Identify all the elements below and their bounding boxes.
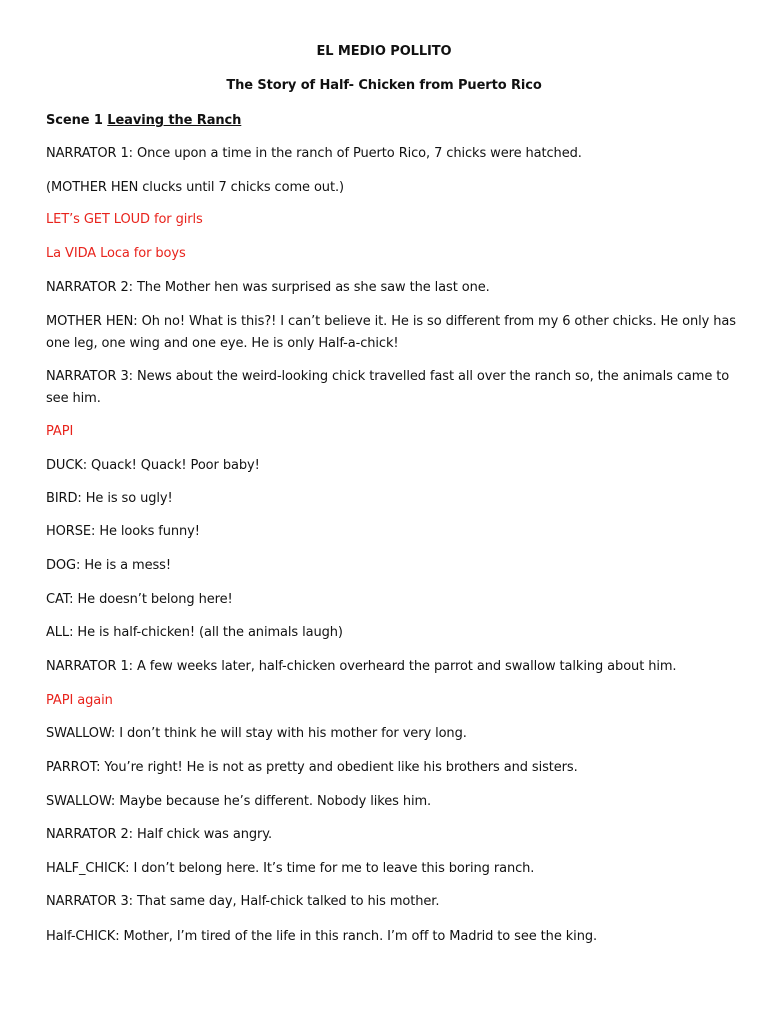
script-line-narrator-1b: NARRATOR 1: A few weeks later, half-chicken overheard the parrot and swallow talking about him. — [46, 659, 677, 674]
script-line-half-chick-2: Half-CHICK: Mother, I’m tired of the life in this ranch. I’m off to Madrid to see the king. — [46, 929, 598, 944]
script-line-bird: BIRD: He is so ugly! — [46, 491, 173, 506]
script-line-duck: DUCK: Quack! Quack! Poor baby! — [46, 458, 260, 473]
script-line-half-chick: HALF_CHICK: I don’t belong here. It’s time for me to leave this boring ranch. — [46, 861, 535, 876]
script-line-swallow-2: SWALLOW: Maybe because he’s different. Nobody likes him. — [46, 794, 432, 809]
scene-label: Scene 1 — [46, 113, 103, 128]
music-cue-boys: La VIDA Loca for boys — [46, 246, 186, 261]
script-line-horse: HORSE: He looks funny! — [46, 524, 200, 539]
stage-direction: (MOTHER HEN clucks until 7 chicks come out.) — [46, 180, 344, 195]
script-line-dog: DOG: He is a mess! — [46, 558, 171, 573]
script-line-narrator-3: NARRATOR 3: News about the weird-looking chick travelled fast all over the ranch so, the animals came to see him. — [46, 369, 730, 406]
script-line-parrot: PARROT: You’re right! He is not as pretty and obedient like his brothers and sisters. — [46, 760, 578, 775]
scene-heading — [46, 110, 736, 132]
script-line-swallow: SWALLOW: I don’t think he will stay with his mother for very long. — [46, 726, 467, 741]
script-line-narrator-2: NARRATOR 2: The Mother hen was surprised as she saw the last one. — [46, 280, 490, 295]
document-title: EL MEDIO POLLITO — [316, 44, 452, 59]
script-line-cat: CAT: He doesn’t belong here! — [46, 592, 233, 607]
script-line-narrator-3b: NARRATOR 3: That same day, Half-chick talked to his mother. — [46, 894, 440, 909]
script-line-mother-hen: MOTHER HEN: Oh no! What is this?! I can’t believe it. He is so different from my 6 other chicks. He only has one leg, one wing and one eye. He is only Half-a-chick! — [46, 314, 736, 351]
music-cue-papi-again: PAPI again — [46, 693, 113, 708]
scene-name: Leaving the Ranch — [107, 113, 242, 128]
music-cue-girls: LET’s GET LOUD for girls — [46, 212, 203, 227]
script-line-narrator-1: NARRATOR 1: Once upon a time in the ranch of Puerto Rico, 7 chicks were hatched. — [46, 146, 582, 161]
document-subtitle: The Story of Half- Chicken from Puerto Rico — [226, 78, 542, 93]
script-line-all: ALL: He is half-chicken! (all the animals laugh) — [46, 625, 343, 640]
music-cue-papi: PAPI — [46, 424, 74, 439]
script-line-narrator-2b: NARRATOR 2: Half chick was angry. — [46, 827, 273, 842]
